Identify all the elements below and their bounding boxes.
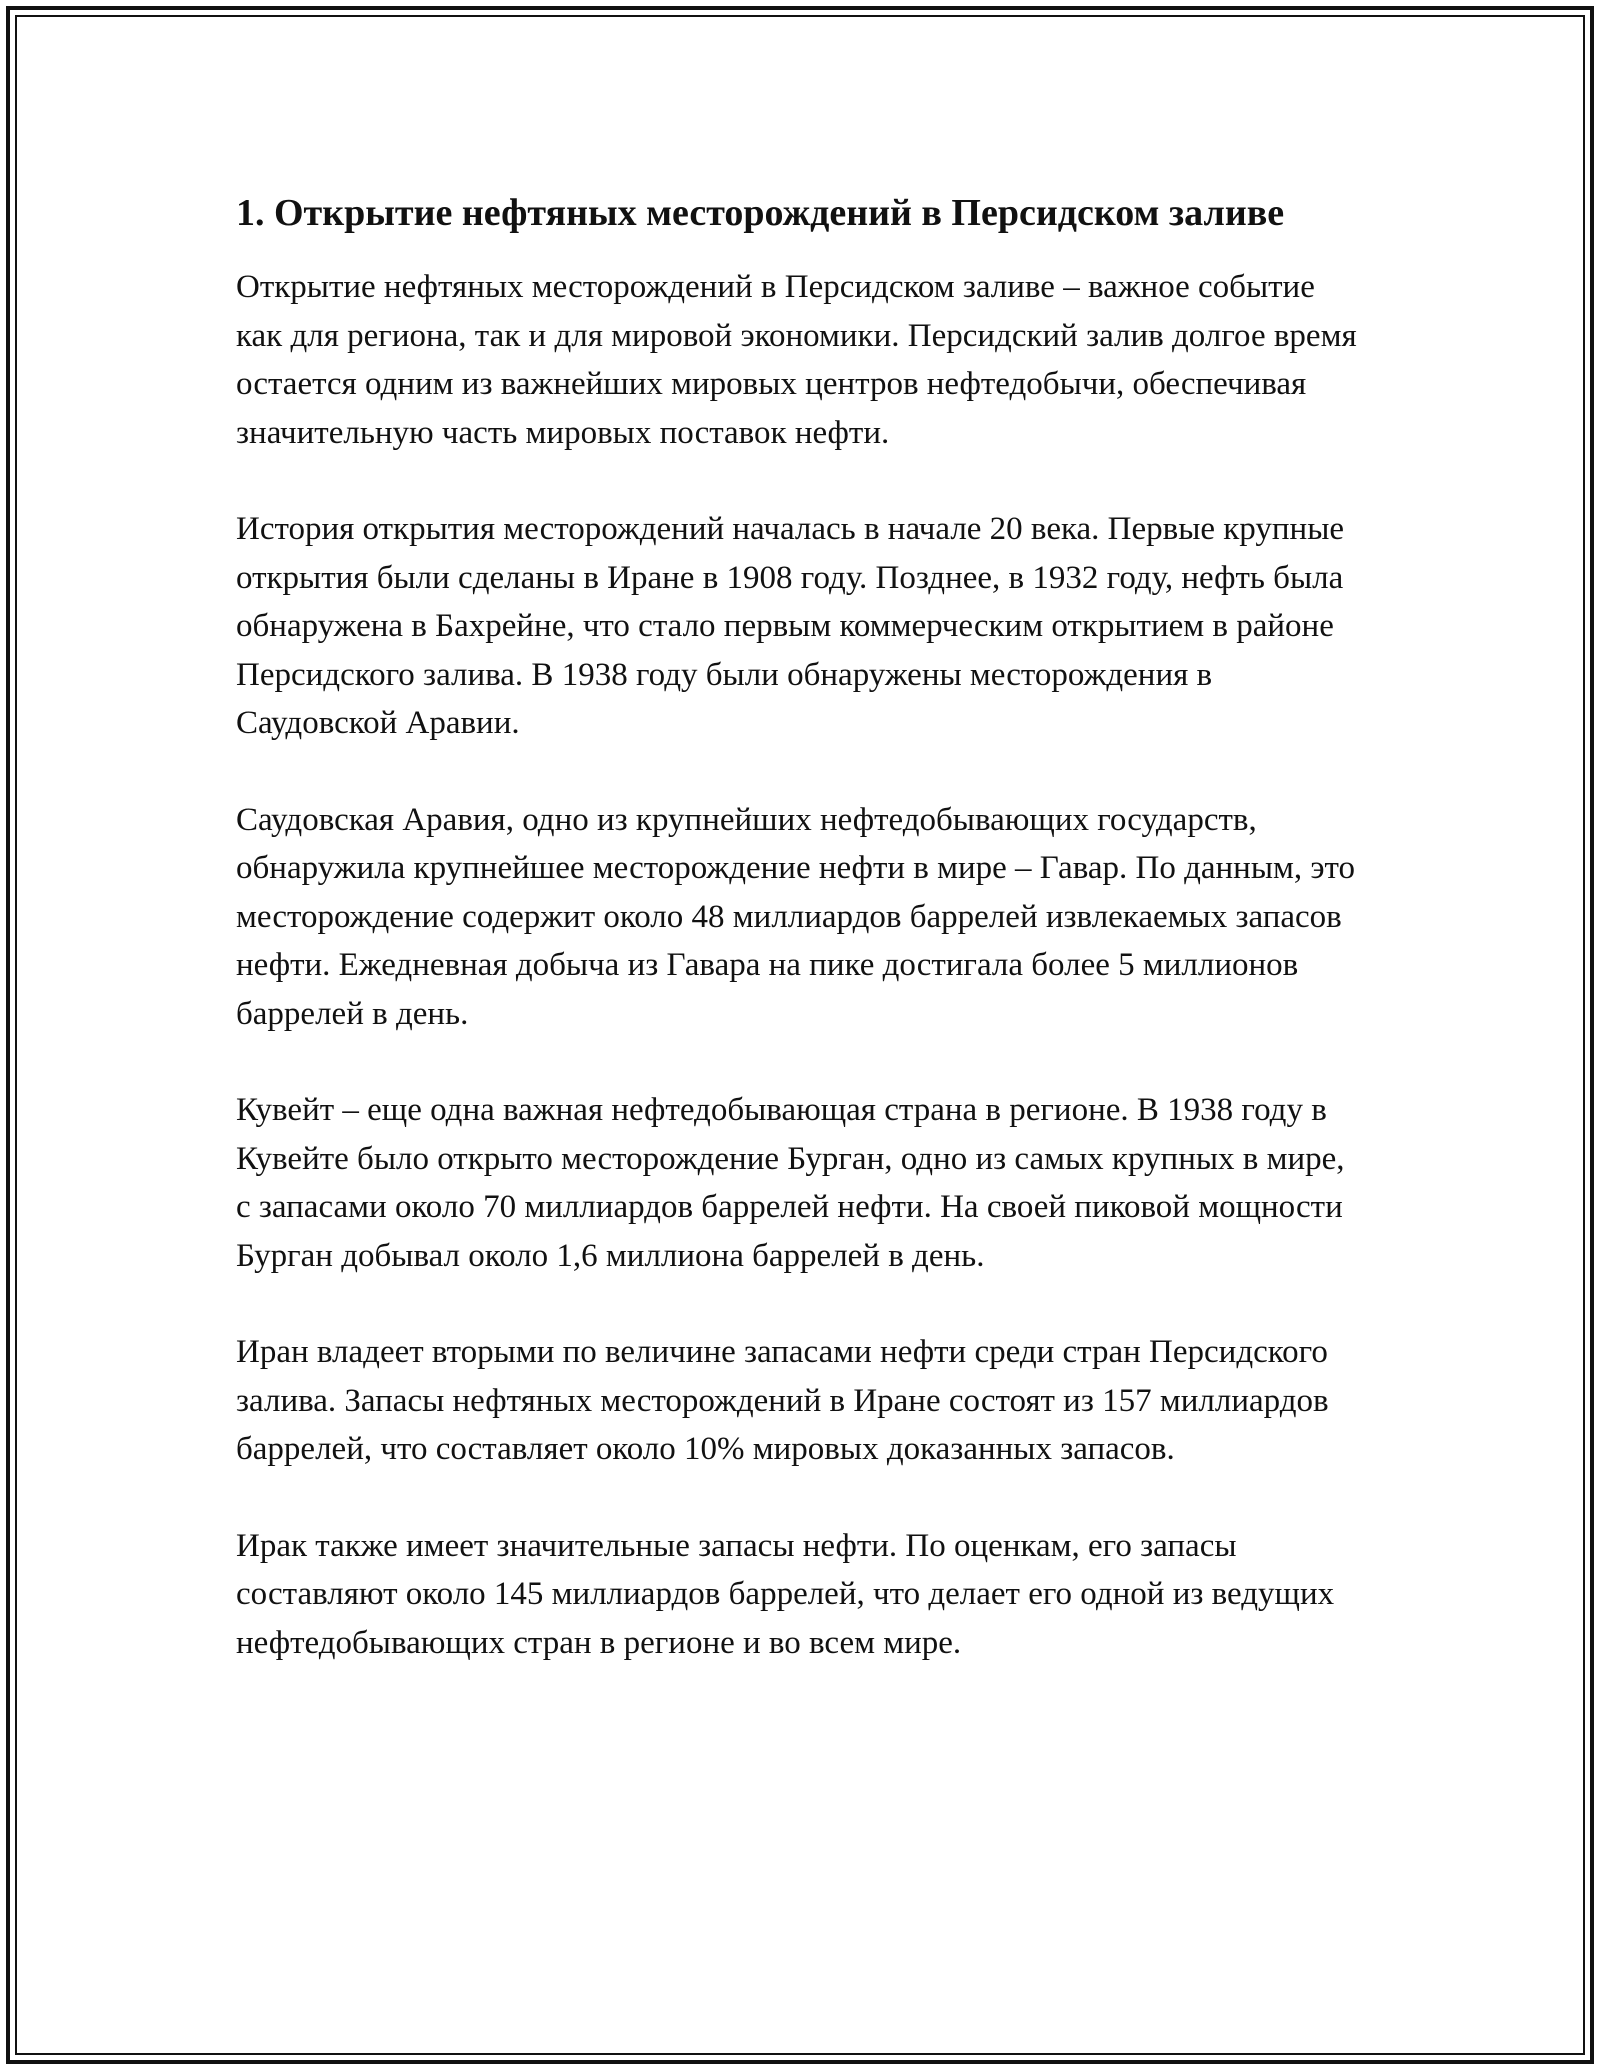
paragraph-intro: Открытие нефтяных месторождений в Персидском заливе – важное событие как для региона, так и для мировой экономики. Персидский залив долгое время остается одним из важнейших мировых центров нефтедобычи, обеспечивая значительную часть мировых поставок нефти. — [236, 269, 1357, 451]
section-heading: 1. Открытие нефтяных месторождений в Персидском заливе — [236, 192, 1285, 234]
paragraph-iraq: Ирак также имеет значительные запасы нефти. По оценкам, его запасы составляют около 145 миллиардов баррелей, что делает его одной из ведущих нефтедобывающих стран в регионе и во всем мире. — [236, 1527, 1335, 1661]
paragraph-history: История открытия месторождений началась в начале 20 века. Первые крупные открытия были сделаны в Иране в 1908 году. Позднее, в 1932 году, нефть была обнаружена в Бахрейне, что стало первым коммерческим открытием в районе Персидского залива. В 1938 году были обнаружены месторождения в Саудовской Аравии. — [236, 511, 1345, 741]
paragraph-kuwait: Кувейт – еще одна важная нефтедобывающая страна в регионе. В 1938 году в Кувейте было открыто месторождение Бурган, одно из самых крупных в мире, с запасами около 70 миллиардов баррелей нефти. На своей пиковой мощности Бурган добывал около 1,6 миллиона баррелей в день. — [236, 1092, 1345, 1274]
paragraph-saudi-arabia: Саудовская Аравия, одно из крупнейших нефтедобывающих государств, обнаружила крупнейшее месторождение нефти в мире – Гавар. По данным, это месторождение содержит около 48 миллиардов баррелей извлекаемых запасов нефти. Ежедневная добыча из Гавара на пике достигала более 5 миллионов баррелей в день. — [236, 801, 1356, 1032]
paragraph-iran: Иран владеет вторыми по величине запасами нефти среди стран Персидского залива. Запасы нефтяных месторождений в Иране состоят из 157 миллиардов баррелей, что составляет около 10% мировых доказанных запасов. — [236, 1334, 1329, 1467]
document-body — [236, 186, 1366, 1715]
